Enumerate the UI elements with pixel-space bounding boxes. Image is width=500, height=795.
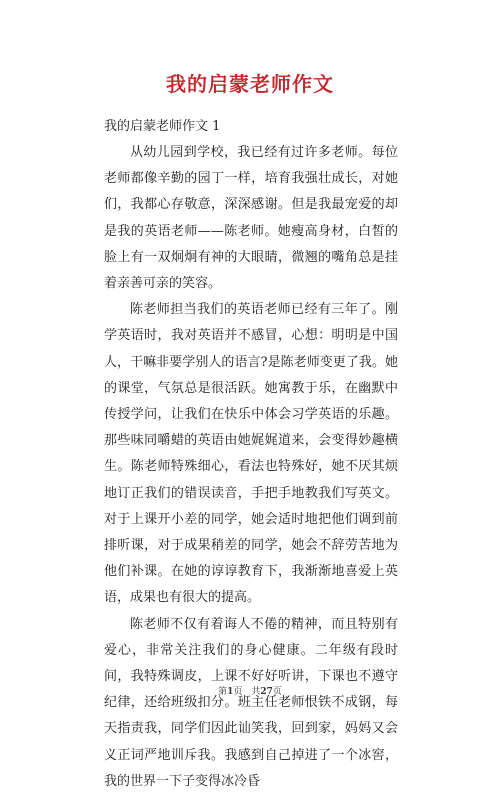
paragraph-3: 陈老师不仅有着诲人不倦的精神，而且特别有爱心，非常关注我们的身心健康。二年级有段时间，我特殊调皮，上课不好好听讲，下课也不遵守纪律，还给班级扣分。班主任老师恨铁不成钢，每天指责我，同学们因此讪笑我，回到家，妈妈又会义正词严地训斥我。我感到自己掉进了一个冰窖，我的世界一下子变得冰冷昏 [104,616,398,789]
footer-total-pages: 27 [260,687,273,697]
paragraph-1: 从幼儿园到学校，我已经有过许多老师。每位老师都像辛勤的园丁一样，培育我强壮成长，对她们，我都心存敬意，深深感谢。但是我最宠爱的却是我的英语老师——陈老师。她瘦高身材，白皙的脸上有一双炯炯有神的大眼睛，微翘的嘴角总是挂着亲善可亲的笑容。 [104,145,398,292]
footer-suffix: 页 [272,687,282,697]
footer-prefix: 第 [218,687,228,697]
footer-page-number: 1 [227,687,234,697]
page-footer [0,684,500,697]
footer-mid: 页 共 [233,687,261,697]
essay-subtitle: 我的启蒙老师作文 1 [104,119,221,134]
paragraph-2: 陈老师担当我们的英语老师已经有三年了。刚学英语时，我对英语并不感冒，心想：明明是中国人，干嘛非要学别人的语言?是陈老师变更了我。她的课堂，气氛总是很活跃。她寓教于乐，在幽默中传授学问，让我们在快乐中体会习学英语的乐趣。那些味同嚼蜡的英语由她娓娓道来，会变得妙趣横生。陈老师特殊细心，看法也特殊好，她不厌其烦地订正我们的错误读音，手把手地教我们写英文。对于上课开小差的同学，她会适时地把他们调到前排听课，对于成果稍差的同学，她会不辞劳苦地为他们补课。在她的谆谆教育下，我渐渐地喜爱上英语，成果也有很大的提高。 [104,302,398,606]
document-title: 我的启蒙老师作文 [166,72,334,96]
